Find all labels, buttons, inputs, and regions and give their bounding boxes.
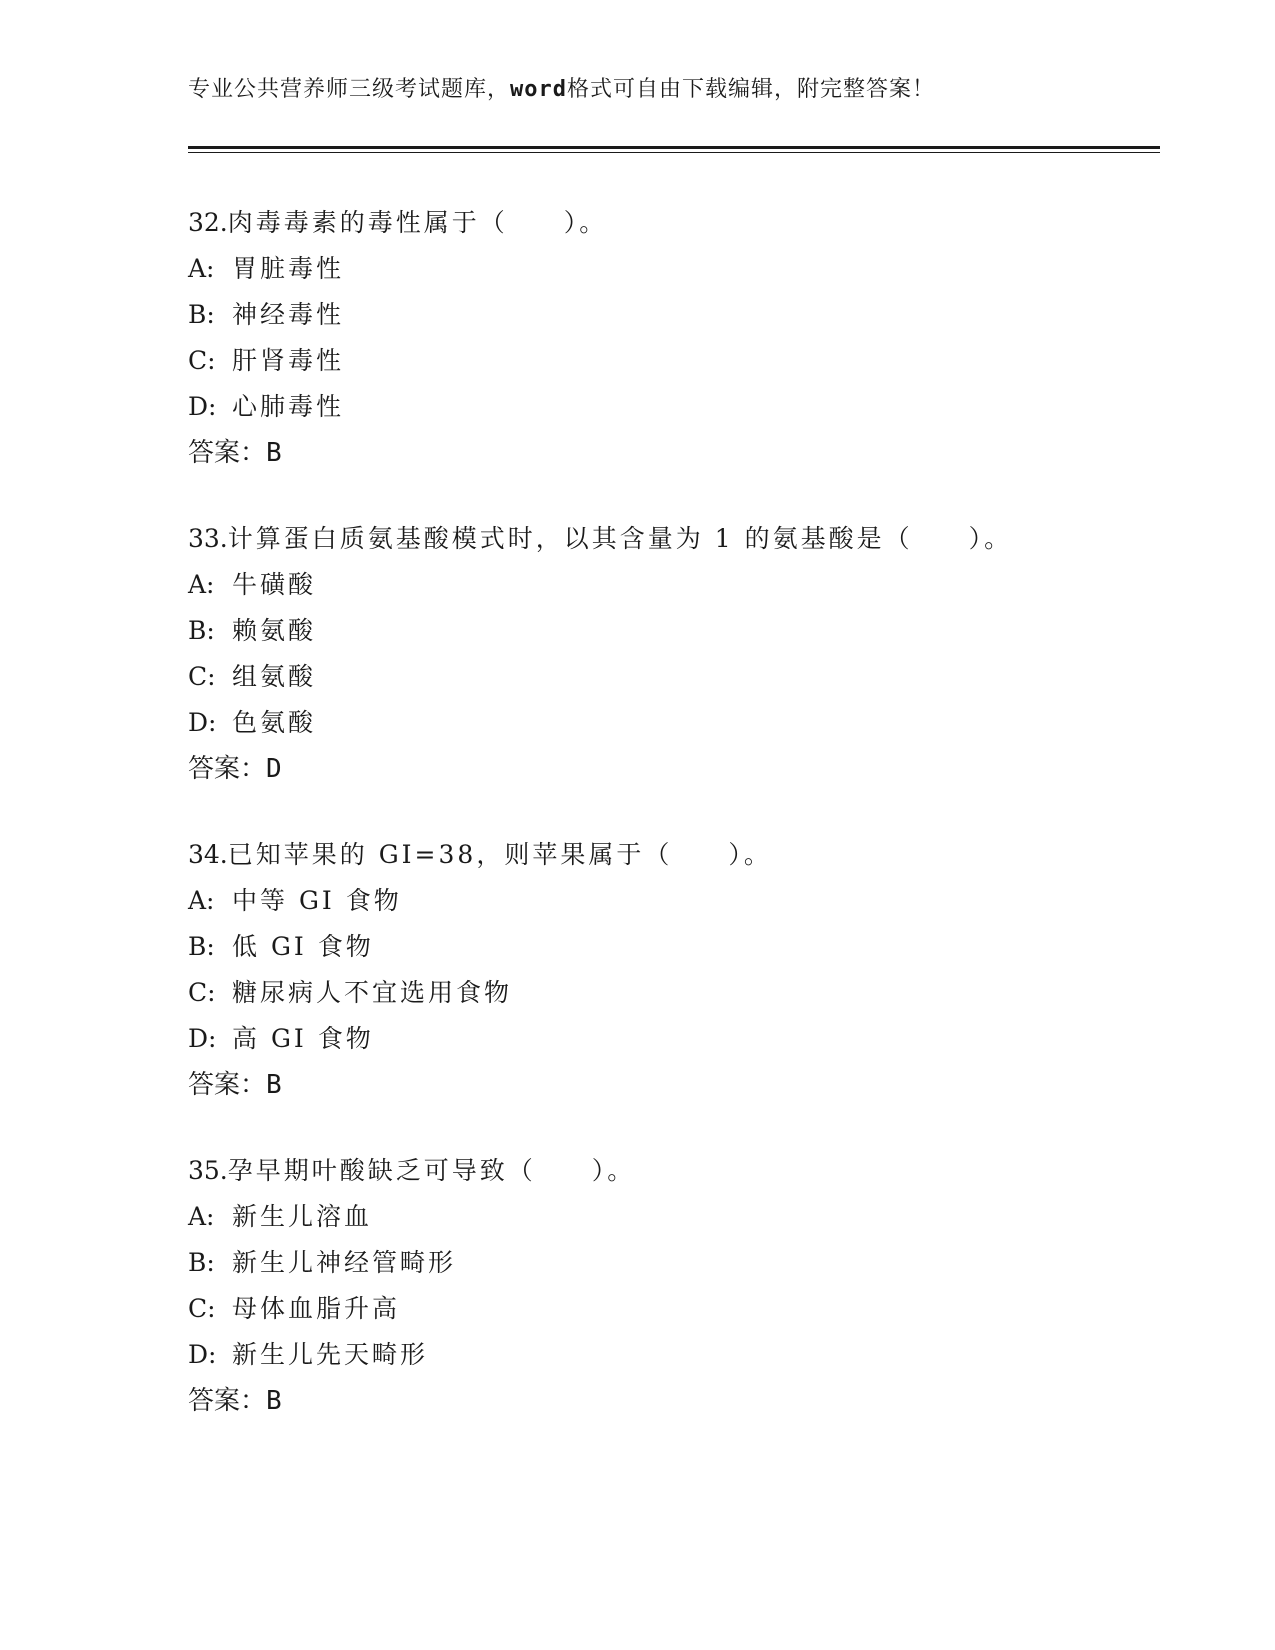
header-text-word: word	[510, 77, 567, 102]
option-d	[188, 384, 1148, 430]
answer-label: 答案：	[188, 754, 267, 784]
option-a	[188, 562, 1148, 608]
option-a	[188, 878, 1148, 924]
option-letter: A:	[188, 570, 215, 599]
option-text: 新生儿神经管畸形	[232, 1248, 457, 1277]
option-text: 高 GI 食物	[232, 1024, 374, 1053]
option-letter: D:	[188, 708, 217, 737]
option-b	[188, 1240, 1148, 1286]
option-c	[188, 1286, 1148, 1332]
option-letter: A:	[188, 254, 215, 283]
option-text: 牛磺酸	[232, 570, 317, 599]
header-rule-thin	[188, 152, 1160, 153]
answer-value: B	[266, 1386, 282, 1416]
question-34	[188, 832, 1148, 1108]
option-c	[188, 654, 1148, 700]
option-letter: B:	[188, 932, 215, 961]
option-a	[188, 1194, 1148, 1240]
answer-value: B	[266, 438, 282, 468]
option-text: 低 GI 食物	[232, 932, 374, 961]
option-d	[188, 700, 1148, 746]
option-letter: B:	[188, 300, 215, 329]
answer-line	[188, 746, 1148, 792]
header-text-after: 格式可自由下载编辑，附完整答案！	[567, 77, 936, 102]
option-letter: D:	[188, 392, 217, 421]
option-text: 赖氨酸	[232, 616, 317, 645]
question-number: 34.	[188, 840, 228, 869]
option-text: 组氨酸	[232, 662, 317, 691]
question-text: 已知苹果的 GI=38，则苹果属于（ ）。	[227, 840, 772, 869]
option-d	[188, 1016, 1148, 1062]
option-text: 新生儿溶血	[232, 1202, 373, 1231]
header-text-before: 专业公共营养师三级考试题库，	[188, 77, 511, 102]
option-text: 神经毒性	[232, 300, 345, 329]
option-letter: C:	[188, 346, 216, 375]
option-b	[188, 292, 1148, 338]
question-stem	[188, 1148, 1148, 1194]
option-letter: B:	[188, 616, 215, 645]
option-letter: A:	[188, 886, 215, 915]
answer-value: B	[266, 1070, 282, 1100]
answer-line	[188, 1378, 1148, 1424]
option-letter: C:	[188, 662, 216, 691]
page-header	[188, 72, 935, 103]
answer-label: 答案：	[188, 438, 267, 468]
question-stem	[188, 200, 1148, 246]
option-letter: D:	[188, 1340, 217, 1369]
question-text: 计算蛋白质氨基酸模式时，以其含量为 1 的氨基酸是（ ）。	[227, 524, 1013, 553]
option-text: 糖尿病人不宜选用食物	[232, 978, 513, 1007]
option-text: 中等 GI 食物	[232, 886, 402, 915]
option-b	[188, 924, 1148, 970]
option-c	[188, 970, 1148, 1016]
option-letter: D:	[188, 1024, 217, 1053]
answer-label: 答案：	[188, 1070, 267, 1100]
question-32	[188, 200, 1148, 476]
question-text: 孕早期叶酸缺乏可导致（ ）。	[227, 1156, 636, 1185]
question-35	[188, 1148, 1148, 1424]
answer-value: D	[266, 754, 282, 784]
option-text: 新生儿先天畸形	[232, 1340, 429, 1369]
header-rule-thick	[188, 146, 1160, 149]
question-list	[188, 200, 1148, 1464]
answer-line	[188, 430, 1148, 476]
question-33	[188, 516, 1148, 792]
option-text: 胃脏毒性	[232, 254, 345, 283]
option-c	[188, 338, 1148, 384]
option-b	[188, 608, 1148, 654]
option-letter: C:	[188, 1294, 216, 1323]
question-number: 33.	[188, 524, 228, 553]
question-stem	[188, 832, 1148, 878]
question-stem	[188, 516, 1148, 562]
option-letter: B:	[188, 1248, 215, 1277]
question-number: 35.	[188, 1156, 228, 1185]
option-d	[188, 1332, 1148, 1378]
option-text: 色氨酸	[232, 708, 317, 737]
question-number: 32.	[188, 208, 228, 237]
answer-label: 答案：	[188, 1386, 267, 1416]
option-a	[188, 246, 1148, 292]
option-text: 肝肾毒性	[232, 346, 345, 375]
option-text: 心肺毒性	[232, 392, 345, 421]
answer-line	[188, 1062, 1148, 1108]
option-letter: A:	[188, 1202, 215, 1231]
option-letter: C:	[188, 978, 216, 1007]
option-text: 母体血脂升高	[232, 1294, 401, 1323]
question-text: 肉毒毒素的毒性属于（ ）。	[227, 208, 608, 237]
